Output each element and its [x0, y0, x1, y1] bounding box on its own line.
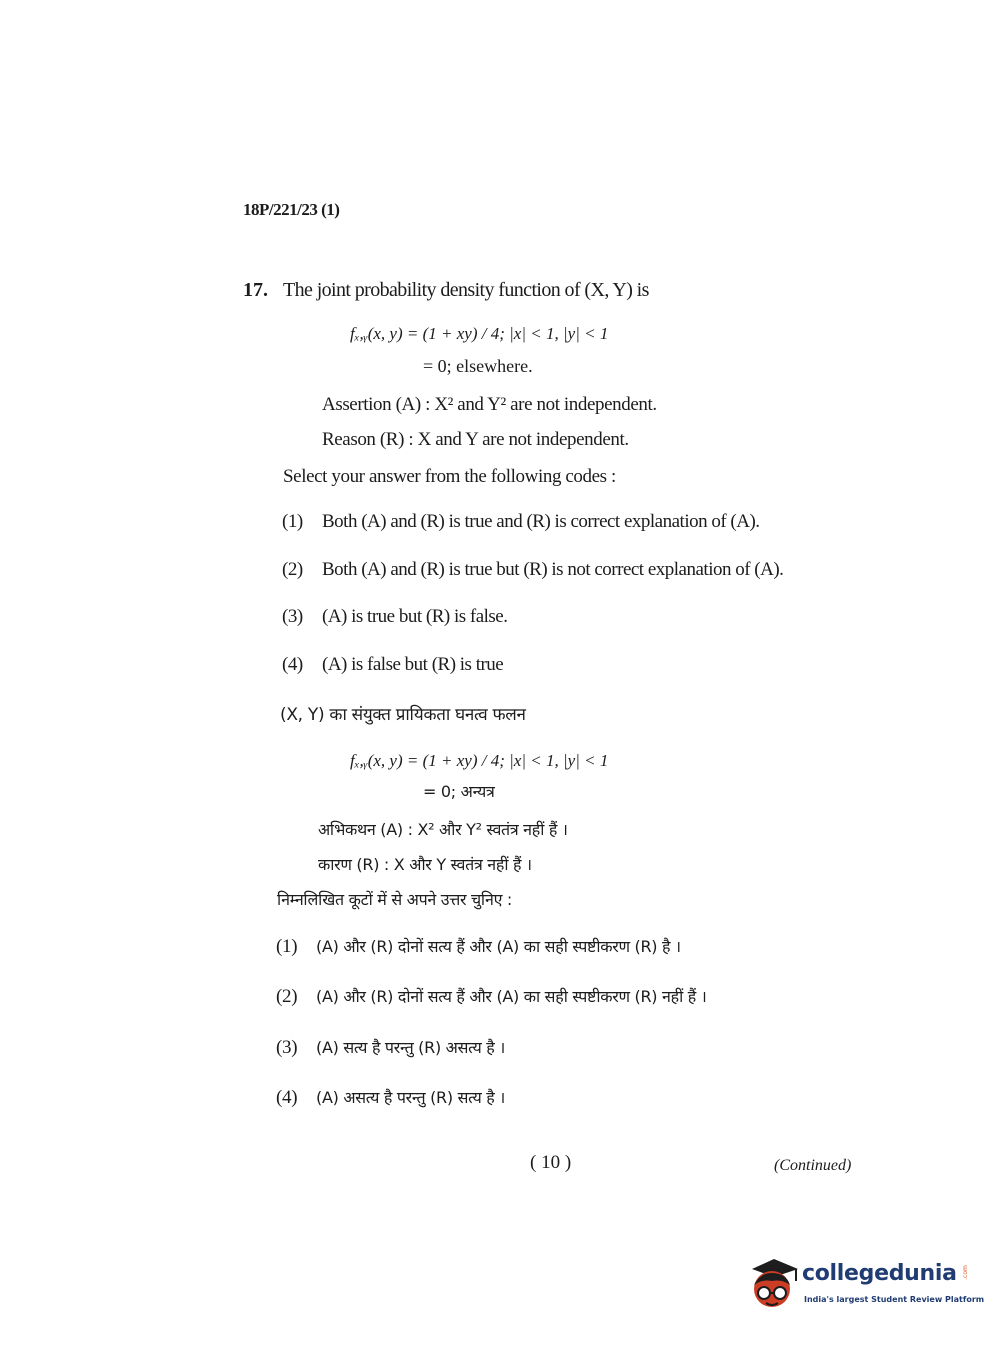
- option-text: (A) असत्य है परन्तु (R) सत्य है ।: [316, 1088, 505, 1107]
- question-number: 17.: [243, 279, 268, 301]
- question-text-en: The joint probability density function of (X, Y) is: [283, 279, 649, 301]
- page-number: ( 10 ): [530, 1152, 572, 1173]
- brand-name: collegedunia: [802, 1261, 957, 1286]
- equation-line-1-hi: fₓ,ᵧ(x, y) = (1 + xy) / 4; |x| < 1, |y| < 1: [350, 751, 609, 770]
- option-hi-4: [276, 1086, 505, 1109]
- select-instruction-en: Select your answer from the following codes :: [283, 466, 616, 487]
- option-hi-3: [276, 1036, 505, 1059]
- equation-line-2-en: = 0; elsewhere.: [423, 356, 533, 376]
- option-number: (2): [276, 986, 298, 1007]
- option-number: (3): [276, 1037, 298, 1058]
- equation-line-1-en: fₓ,ᵧ(x, y) = (1 + xy) / 4; |x| < 1, |y| < 1: [350, 324, 609, 343]
- option-number: (3): [282, 606, 303, 627]
- option-en-1: [282, 511, 760, 533]
- assertion-en: Assertion (A) : X² and Y² are not independent.: [322, 394, 657, 415]
- option-text: (A) और (R) दोनों सत्य हैं और (A) का सही स्पष्टीकरण (R) नहीं हैं ।: [316, 987, 707, 1006]
- collegedunia-watermark: [744, 1255, 985, 1315]
- brand-tagline: India's largest Student Review Platform: [804, 1295, 985, 1304]
- option-text: (A) is true but (R) is false.: [322, 606, 508, 627]
- reason-hi: कारण (R) : X और Y स्वतंत्र नहीं हैं ।: [318, 855, 532, 874]
- option-number: (1): [282, 511, 303, 532]
- option-text: Both (A) and (R) is true but (R) is not correct explanation of (A).: [322, 559, 784, 580]
- option-number: (4): [282, 654, 303, 675]
- option-text: Both (A) and (R) is true and (R) is correct explanation of (A).: [322, 511, 760, 532]
- option-en-3: [282, 606, 507, 628]
- option-text: (A) सत्य है परन्तु (R) असत्य है ।: [316, 1038, 505, 1057]
- mascot-icon: [744, 1255, 800, 1315]
- equation-line-2-hi: = 0; अन्यत्र: [423, 782, 495, 801]
- paper-code: 18P/221/23 (1): [243, 200, 340, 219]
- option-en-2: [282, 559, 783, 581]
- option-text: (A) और (R) दोनों सत्य हैं और (A) का सही स्पष्टीकरण (R) है ।: [316, 937, 681, 956]
- option-en-4: [282, 654, 503, 676]
- assertion-hi: अभिकथन (A) : X² और Y² स्वतंत्र नहीं हैं ।: [318, 820, 568, 839]
- continued-label: (Continued): [774, 1157, 852, 1174]
- option-number: (4): [276, 1087, 298, 1108]
- option-hi-2: [276, 985, 706, 1008]
- option-number: (2): [282, 559, 303, 580]
- question-text-hi: (X, Y) का संयुक्त प्रायिकता घनत्व फलन: [280, 705, 526, 725]
- option-text: (A) is false but (R) is true: [322, 654, 504, 675]
- option-hi-1: [276, 935, 681, 958]
- reason-en: Reason (R) : X and Y are not independent.: [322, 429, 629, 450]
- brand-dotcom: .com: [961, 1265, 969, 1280]
- select-instruction-hi: निम्नलिखित कूटों में से अपने उत्तर चुनिए :: [277, 890, 513, 909]
- option-number: (1): [276, 936, 298, 957]
